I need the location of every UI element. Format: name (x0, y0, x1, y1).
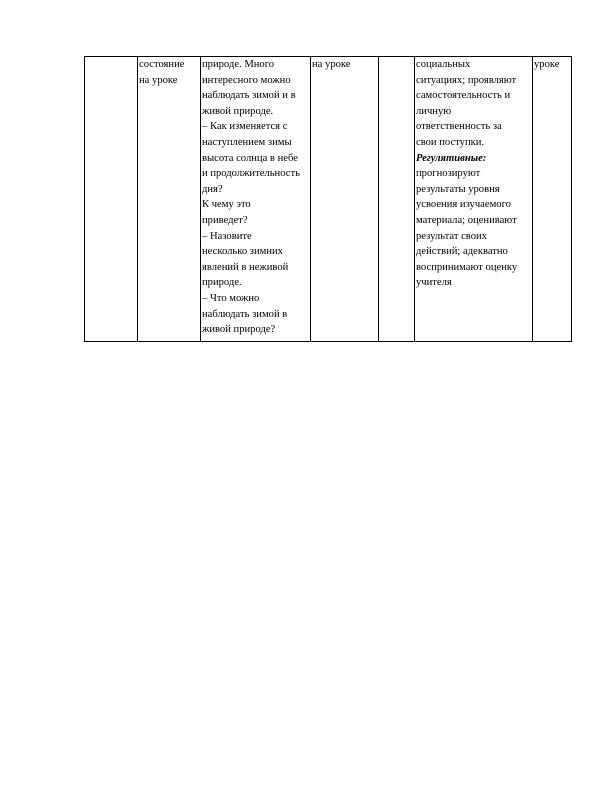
cell-line: К чему это (202, 199, 251, 211)
cell-line: на уроке (312, 59, 351, 70)
cell-line: состояние (139, 59, 185, 70)
lesson-table (84, 56, 572, 342)
cell-col1 (85, 57, 138, 342)
cell-line: – Что можно (202, 292, 260, 304)
cell-line: интересного можно (202, 74, 291, 86)
cell-line: явлений в неживой (202, 261, 289, 273)
table-row (85, 57, 572, 342)
cell-line: результат своих (416, 230, 487, 242)
cell-line: дня? (202, 183, 223, 195)
cell-line: наблюдать зимой и в (202, 90, 296, 102)
cell-line: наблюдать зимой в (202, 308, 288, 320)
cell-line: действий; адекватно (416, 246, 508, 258)
cell-line: уроке (534, 59, 560, 70)
cell-line: ситуациях; проявляют (416, 74, 517, 86)
cell-line: высота солнца в небе (202, 152, 298, 164)
cell-line: результаты уровня (416, 183, 500, 195)
cell-line: прогнозируют (416, 168, 481, 180)
cell-line: воспринимают оценку (416, 261, 518, 273)
cell-col6 (415, 57, 533, 342)
cell-line: усвоения изучаемого (416, 199, 511, 211)
cell-line: на уроке (139, 74, 178, 86)
cell-line: наступлением зимы (202, 136, 292, 148)
cell-col7 (533, 57, 572, 342)
cell-line: несколько зимних (202, 246, 283, 258)
cell-line: живой природе? (202, 324, 276, 336)
cell-line: ответственность за (416, 121, 502, 133)
cell-line: живой природе. (202, 105, 274, 117)
cell-line: учителя (416, 277, 452, 289)
cell-line: природе. Много (202, 59, 275, 70)
cell-col4 (311, 57, 379, 342)
cell-line: свои поступки. (416, 136, 485, 148)
cell-line: самостоятельность и (416, 90, 511, 102)
cell-line: – Как изменяется с (202, 121, 288, 133)
cell-col5 (379, 57, 415, 342)
cell-col3 (201, 57, 311, 342)
cell-line: социальных (416, 59, 471, 70)
cell-line: природе. (202, 277, 242, 289)
cell-line: – Назовите (202, 230, 252, 242)
cell-line: личную (416, 105, 452, 117)
cell-line: материала; оценивают (416, 214, 517, 226)
regulatory-label: Регулятивные: (416, 152, 487, 164)
cell-col2 (138, 57, 201, 342)
cell-line: и продолжительность (202, 168, 300, 180)
cell-line: приведет? (202, 214, 248, 226)
